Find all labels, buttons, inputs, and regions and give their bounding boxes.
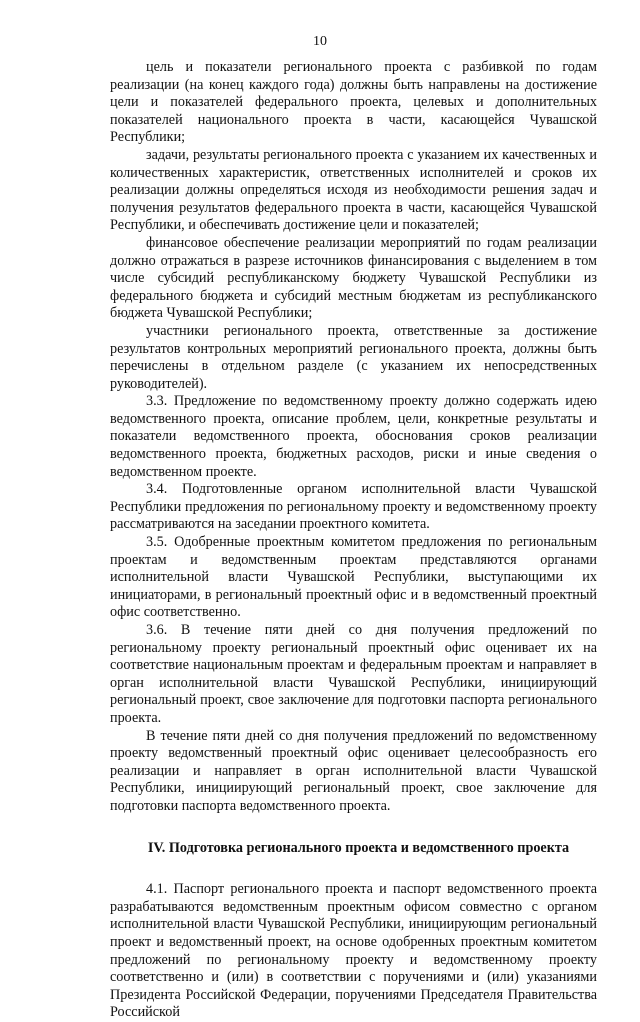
- paragraph-3-6-cont: В течение пяти дней со дня получения предложений по ведомственному проекту ведомственный проектный офис оценивает целесообразность его реализации и направляет в орган исполнительной власти Чувашской Республики, инициирующий региональный проект, свое заключение для подготовки паспорта ведомственного проекта.: [110, 727, 597, 814]
- page-content: [110, 59, 597, 1022]
- paragraph-goal: [110, 59, 597, 147]
- paragraph-3-6: 3.6. В течение пяти дней со дня получения предложений по региональному проекту региональный проектный офис оценивает их на соответствие национальным проектам и федеральным проектам и направляет в орган исполнительной власти Чувашской Республики, инициирующий региональный проект, свое заключение для подготовки паспорта регионального проекта.: [110, 622, 597, 726]
- paragraph-tasks: задачи, результаты регионального проекта с указанием их качественных и количественных характеристик, ответственных исполнителей и сроков их реализации должны определяться исходя из необходимости решения задач и получения результатов федерального проекта в части, касающейся Чувашской Республики, и обеспечивать достижение цели и показателей;: [110, 146, 597, 234]
- paragraph-goal-text: цель и показатели регионального проекта с разбивкой по годам реализации (на конец каждого года) должны быть направлены на достижение цели и показателей федерального проекта, целевых и дополнительных показателей национального проекта в части, касающейся Чувашской Республики;: [110, 59, 597, 146]
- paragraph-financing: финансовое обеспечение реализации мероприятий по годам реализации должно отражаться в разрезе источников финансирования с выделением в том числе субсидий республиканскому бюджету Чувашской Республики из федерального бюджета и субсидий местным бюджетам из республиканского бюджета Чувашской Республики;: [110, 234, 597, 322]
- paragraph-4-1: 4.1. Паспорт регионального проекта и паспорт ведомственного проекта разрабатываются ведомственным проектным офисом совместно с органом исполнительной власти Чувашской Республики, инициирующим региональный проект и ведомственный проект, на основе одобренных проектным комитетом предложений по региональному проекту и ведомственному проекту соответственно и (или) в соответствии с поручениями и (или) указаниями Президента Российской Федерации, поручениями Председателя Правительства Российской: [110, 881, 597, 1021]
- paragraph-3-4: 3.4. Подготовленные органом исполнительной власти Чувашской Республики предложения по региональному проекту и ведомственному проекту рассматриваются на заседании проектного комитета.: [110, 481, 597, 533]
- section-heading: IV. Подготовка регионального проекта и ведомственного проекта: [147, 839, 570, 856]
- paragraph-3-3: 3.3. Предложение по ведомственному проекту должно содержать идею ведомственного проекта, описание проблем, цели, конкретные результаты и показатели ведомственного проекта, обоснования сроков реализации ведомственного проекта, бюджетных расходов, риски и иные сведения о ведомственном проекте.: [110, 393, 597, 480]
- paragraph-3-5: 3.5. Одобренные проектным комитетом предложения по региональным проектам и ведомственным проектам представляются органами исполнительной власти Чувашской Республики, выступающими их инициаторами, в региональный проектный офис и в ведомственный проектный офис соответственно.: [110, 534, 597, 621]
- page-number: 10: [313, 34, 327, 49]
- paragraph-participants: участники регионального проекта, ответственные за достижение результатов контрольных мероприятий регионального проекта, должны быть перечислены в отдельном разделе (с указанием их непосредственных руководителей).: [110, 322, 597, 392]
